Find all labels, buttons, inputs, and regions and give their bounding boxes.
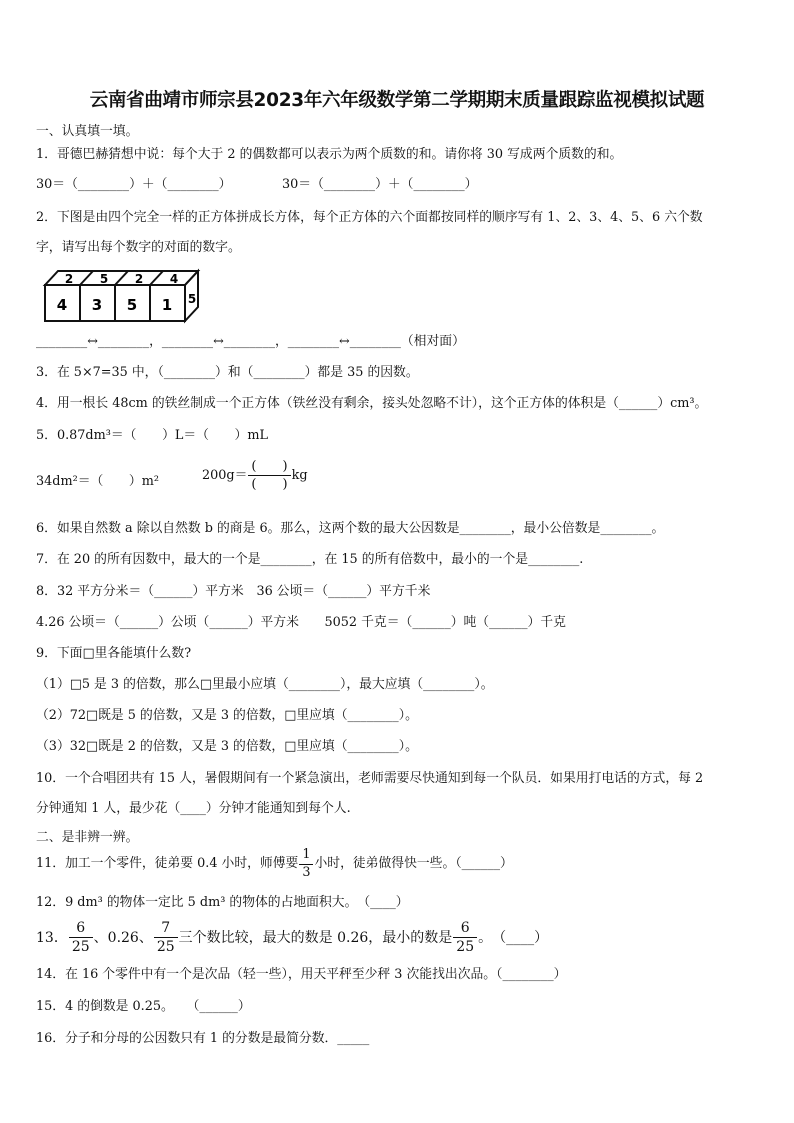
question-1-answer-b: 30＝（________）＋（________） (282, 177, 478, 192)
question-7-text: 7．在 20 的所有因数中，最大的一个是________，在 15 的所有倍数中，最小的一个是________. (36, 552, 584, 567)
fraction (248, 460, 290, 491)
question-13-mid1: 、0.26、 (93, 929, 153, 946)
fraction (299, 849, 313, 880)
question-4-text: 4．用一根长 48cm 的铁丝制成一个正方体（铁丝没有剩余，接头处忽略不计），这个正方体的体积是（______）cm³。 (36, 396, 708, 411)
cuboid-figure (40, 266, 210, 328)
question-13-text (36, 921, 548, 954)
fraction-numerator: 6 (76, 920, 86, 936)
fraction-denominator: 25 (154, 937, 178, 954)
fraction-denominator: 25 (69, 937, 93, 954)
question-1-text: 1．哥德巴赫猜想中说：每个大于 2 的偶数都可以表示为两个质数的和。请你将 30 写成两个质数的和。 (36, 147, 623, 162)
cube-top-number: 4 (169, 272, 179, 286)
cube-top-number: 5 (99, 272, 109, 286)
question-2-text-line2: 字，请写出每个数字的对面的数字。 (36, 240, 241, 255)
question-15-text: 15．4 的倒数是 0.25。 （______） (36, 999, 251, 1014)
question-5-line2b (202, 460, 308, 491)
fraction (69, 921, 93, 954)
question-6-text: 6．如果自然数 a 除以自然数 b 的商是 6。那么，这两个数的最大公因数是________，最小公倍数是________。 (36, 521, 665, 536)
question-12-text: 12．9 dm³ 的物体一定比 5 dm³ 的物体的占地面积大。 （____） (36, 895, 409, 910)
question-2-text-line1: 2．下图是由四个完全一样的正方体拼成长方体，每个正方体的六个面都按同样的顺序写有 1、2、3、4、5、6 六个数 (36, 210, 703, 225)
question-16-text: 16．分子和分母的公因数只有 1 的分数是最简分数．_____ (36, 1031, 370, 1046)
question-11-suffix: 小时，徒弟做得快一些。（______） (314, 856, 513, 872)
cube-front-number: 3 (91, 296, 103, 314)
cube-side-number: 5 (187, 292, 197, 306)
question-11-text (36, 849, 513, 880)
question-5-line1: 5．0.87dm³＝（ ）L＝（ ）mL (36, 428, 268, 443)
fraction-denominator: ( ) (248, 475, 290, 491)
fraction-denominator: 3 (299, 864, 313, 880)
question-10-line1: 10．一个合唱团共有 15 人，暑假期间有一个紧急演出，老师需要尽快通知到每一个队员．如果用打电话的方式，每 2 (36, 771, 704, 786)
question-1-answer-a: 30＝（________）＋（________） (36, 177, 232, 192)
cube-front-number: 1 (161, 296, 173, 314)
fraction-numerator: 1 (302, 847, 311, 862)
question-5-line2a: 34dm²＝（ ）m² (36, 474, 159, 489)
question-13-suffix: 。 （____） (478, 929, 549, 946)
question-9-sub1: （1）□5 是 3 的倍数，那么□里最小应填（________），最大应填（________）。 (36, 677, 494, 692)
cube-top-number: 2 (64, 272, 74, 286)
fraction-numerator: 6 (460, 920, 470, 936)
fraction-denominator: 25 (453, 937, 477, 954)
question-8-line1: 8．32 平方分米＝（______）平方米 36 公顷＝（______）平方千米 (36, 584, 431, 599)
question-14-text: 14．在 16 个零件中有一个是次品（轻一些），用天平秤至少秤 3 次能找出次品。（________） (36, 967, 567, 982)
fraction-numerator: 7 (161, 920, 171, 936)
question-2-answer-line: ________↔________，________↔________，________↔________（相对面） (36, 334, 465, 349)
fraction (453, 921, 477, 954)
question-11-prefix: 11．加工一个零件，徒弟要 0.4 小时，师傅要 (36, 856, 299, 872)
cube-front-number: 4 (56, 296, 68, 314)
question-13-mid2: 三个数比较，最大的数是 0.26，最小的数是 (178, 929, 453, 946)
section-heading-1: 一、认真填一填。 (36, 124, 139, 139)
fraction (154, 921, 178, 954)
section-heading-2: 二、是非辨一辨。 (36, 830, 139, 845)
question-3-text: 3．在 5×7=35 中，（________）和（________）都是 35 的因数。 (36, 365, 419, 380)
cube-top-number: 2 (134, 272, 144, 286)
fraction-numerator: ( ) (251, 459, 288, 474)
question-9-sub2: （2）72□既是 5 的倍数，又是 3 的倍数，□里应填（________）。 (36, 708, 418, 723)
page-title: 云南省曲靖市师宗县2023年六年级数学第二学期期末质量跟踪监视模拟试题 (89, 90, 705, 111)
question-13-label: 13． (36, 929, 68, 946)
question-9-text: 9．下面□里各能填什么数? (36, 646, 192, 661)
question-5-line2b-suffix: kg (291, 467, 308, 483)
question-10-line2: 分钟通知 1 人，最少花（____）分钟才能通知到每个人. (36, 801, 351, 816)
question-5-line2b-prefix: 200g＝ (202, 467, 248, 483)
cube-front-number: 5 (126, 296, 138, 314)
question-8-line2: 4.26 公顷＝（______）公顷（______）平方米 5052 千克＝（______）吨（______）千克 (36, 615, 566, 630)
question-9-sub3: （3）32□既是 2 的倍数，又是 3 的倍数，□里应填（________）。 (36, 739, 418, 754)
